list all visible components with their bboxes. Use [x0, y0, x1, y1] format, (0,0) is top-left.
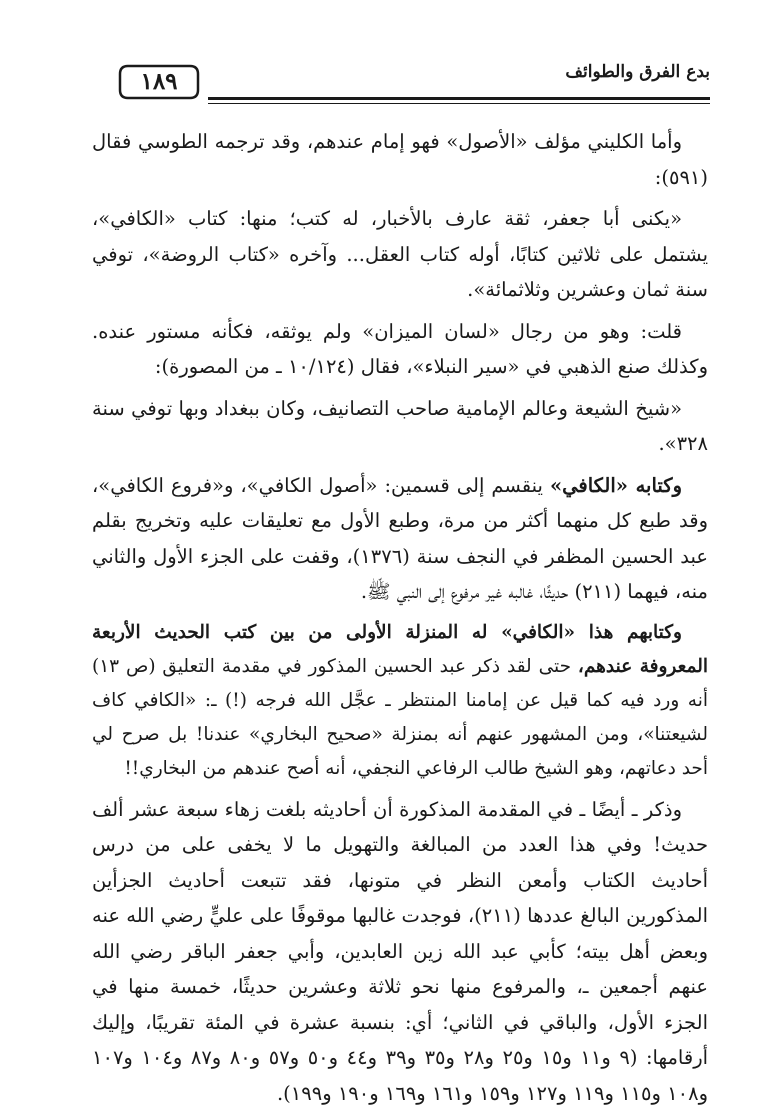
- paragraph-kafi-status: [92, 616, 708, 786]
- paragraph-text: وأما الكليني مؤلف «الأصول» فهو إمام عندهم، وقد ترجمه الطوسي فقال (٥٩١):: [92, 130, 708, 189]
- paragraph-text: وذكر ـ أيضًا ـ في المقدمة المذكورة أن أحاديثه بلغت زهاء سبعة عشر ألف حديث! وفي هذا العدد من المبالغة والتهويل ما لا يخفى على من درس أحاديث الكتاب وأمعن النظر في متونها، فقد تتبعت أحاديث الجزأين المذكورين البالغ عددها (٢١١)، فوجدت غالبها موقوفًا على عليٍّ رضي الله عنه وبعض أهل بيته؛ كأبي عبد الله زين العابدين، وأبي جعفر الباقر رضي الله عنهم أجمعين ـ، والمرفوع منها نحو ثلاثة وعشرين حديثًا، خمسة منها في الجزء الأول، والباقي في الثاني؛ أي: بنسبة عشرة في المئة تقريبًا، وإليك أرقامها: (٩ و١١ و١٥ و٢٥ و٢٨ و٣٥ و٣٩ و٤٤ و٥٠ و٥٧ و٨٠ و٨٧ و١٠٤ و١٠٧ و١٠٨ و١١٥ و١١٩ و١٢٧ و١٥٩ و١٦١ و١٦٩ و١٩٠ و١٩٩).: [92, 798, 708, 1105]
- quote-tusi: [92, 201, 708, 308]
- quote-dhahabi: [92, 391, 708, 462]
- page-number-badge: [118, 64, 200, 100]
- running-title: بدع الفرق والطوائف: [565, 62, 710, 82]
- paragraph-hadith-count: [92, 792, 708, 1111]
- paragraph-kafi-divisions: [92, 468, 708, 610]
- paragraph-lisan-mizan: [92, 314, 708, 385]
- page-number: ١٨٩: [118, 68, 200, 95]
- header-rule-thick: [208, 97, 710, 100]
- paragraph-text: حتى لقد ذكر عبد الحسين المذكور في مقدمة التعليق (ص ١٣) أنه ورد فيه كما قيل عن إمامنا المنتظر ـ عجَّل الله فرجه (!) ـ: «الكافي كاف لشيعتنا»، ومن المشهور عنهم أنه بمنزلة «صحيح البخاري» عندنا! بل صرح لي أحد دعاتهم، وهو الشيخ طالب الرفاعي النجفي، أنه أصح عندهم من البخاري!!: [92, 656, 708, 779]
- paragraph-lead: وكتابه «الكافي»: [550, 474, 682, 497]
- paragraph-lead: وكتابهم هذا «الكافي» له المنزلة الأولى من بين كتب الحديث الأربعة المعروفة عندهم،: [92, 622, 708, 677]
- paragraph-text: ينقسم إلى قسمين: «أصول الكافي»، و«فروع الكافي»، وقد طبع كل منهما أكثر من مرة، وطبع الأول مع تعليقات عليه وتخريج بقلم عبد الحسين المظفر في النجف سنة (١٣٧٦)، وقفت على الجزء الأول والثاني منه، فيهما (٢١١) حديثًا، غالبه غير مرفوع إلى النبي ﷺ.: [92, 474, 708, 604]
- header-rule-thin: [208, 103, 710, 104]
- paragraph-text: «شيخ الشيعة وعالم الإمامية صاحب التصانيف، وكان ببغداد وبها توفي سنة ٣٢٨».: [92, 397, 708, 456]
- paragraph-kulayni-intro: [92, 124, 708, 195]
- paragraph-text: «يكنى أبا جعفر، ثقة عارف بالأخبار، له كتب؛ منها: كتاب «الكافي»، يشتمل على ثلاثين كتابًا، أوله كتاب العقل... وآخره «كتاب الروضة»، توفي سنة ثمان وعشرين وثلاثمائة».: [92, 207, 708, 301]
- body-text: [92, 124, 708, 1111]
- page-header: [90, 56, 710, 112]
- paragraph-text: قلت: وهو من رجال «لسان الميزان» ولم يوثقه، فكأنه مستور عنده. وكذلك صنع الذهبي في «سير النبلاء»، فقال (١٠/١٢٤ ـ من المصورة):: [92, 320, 708, 379]
